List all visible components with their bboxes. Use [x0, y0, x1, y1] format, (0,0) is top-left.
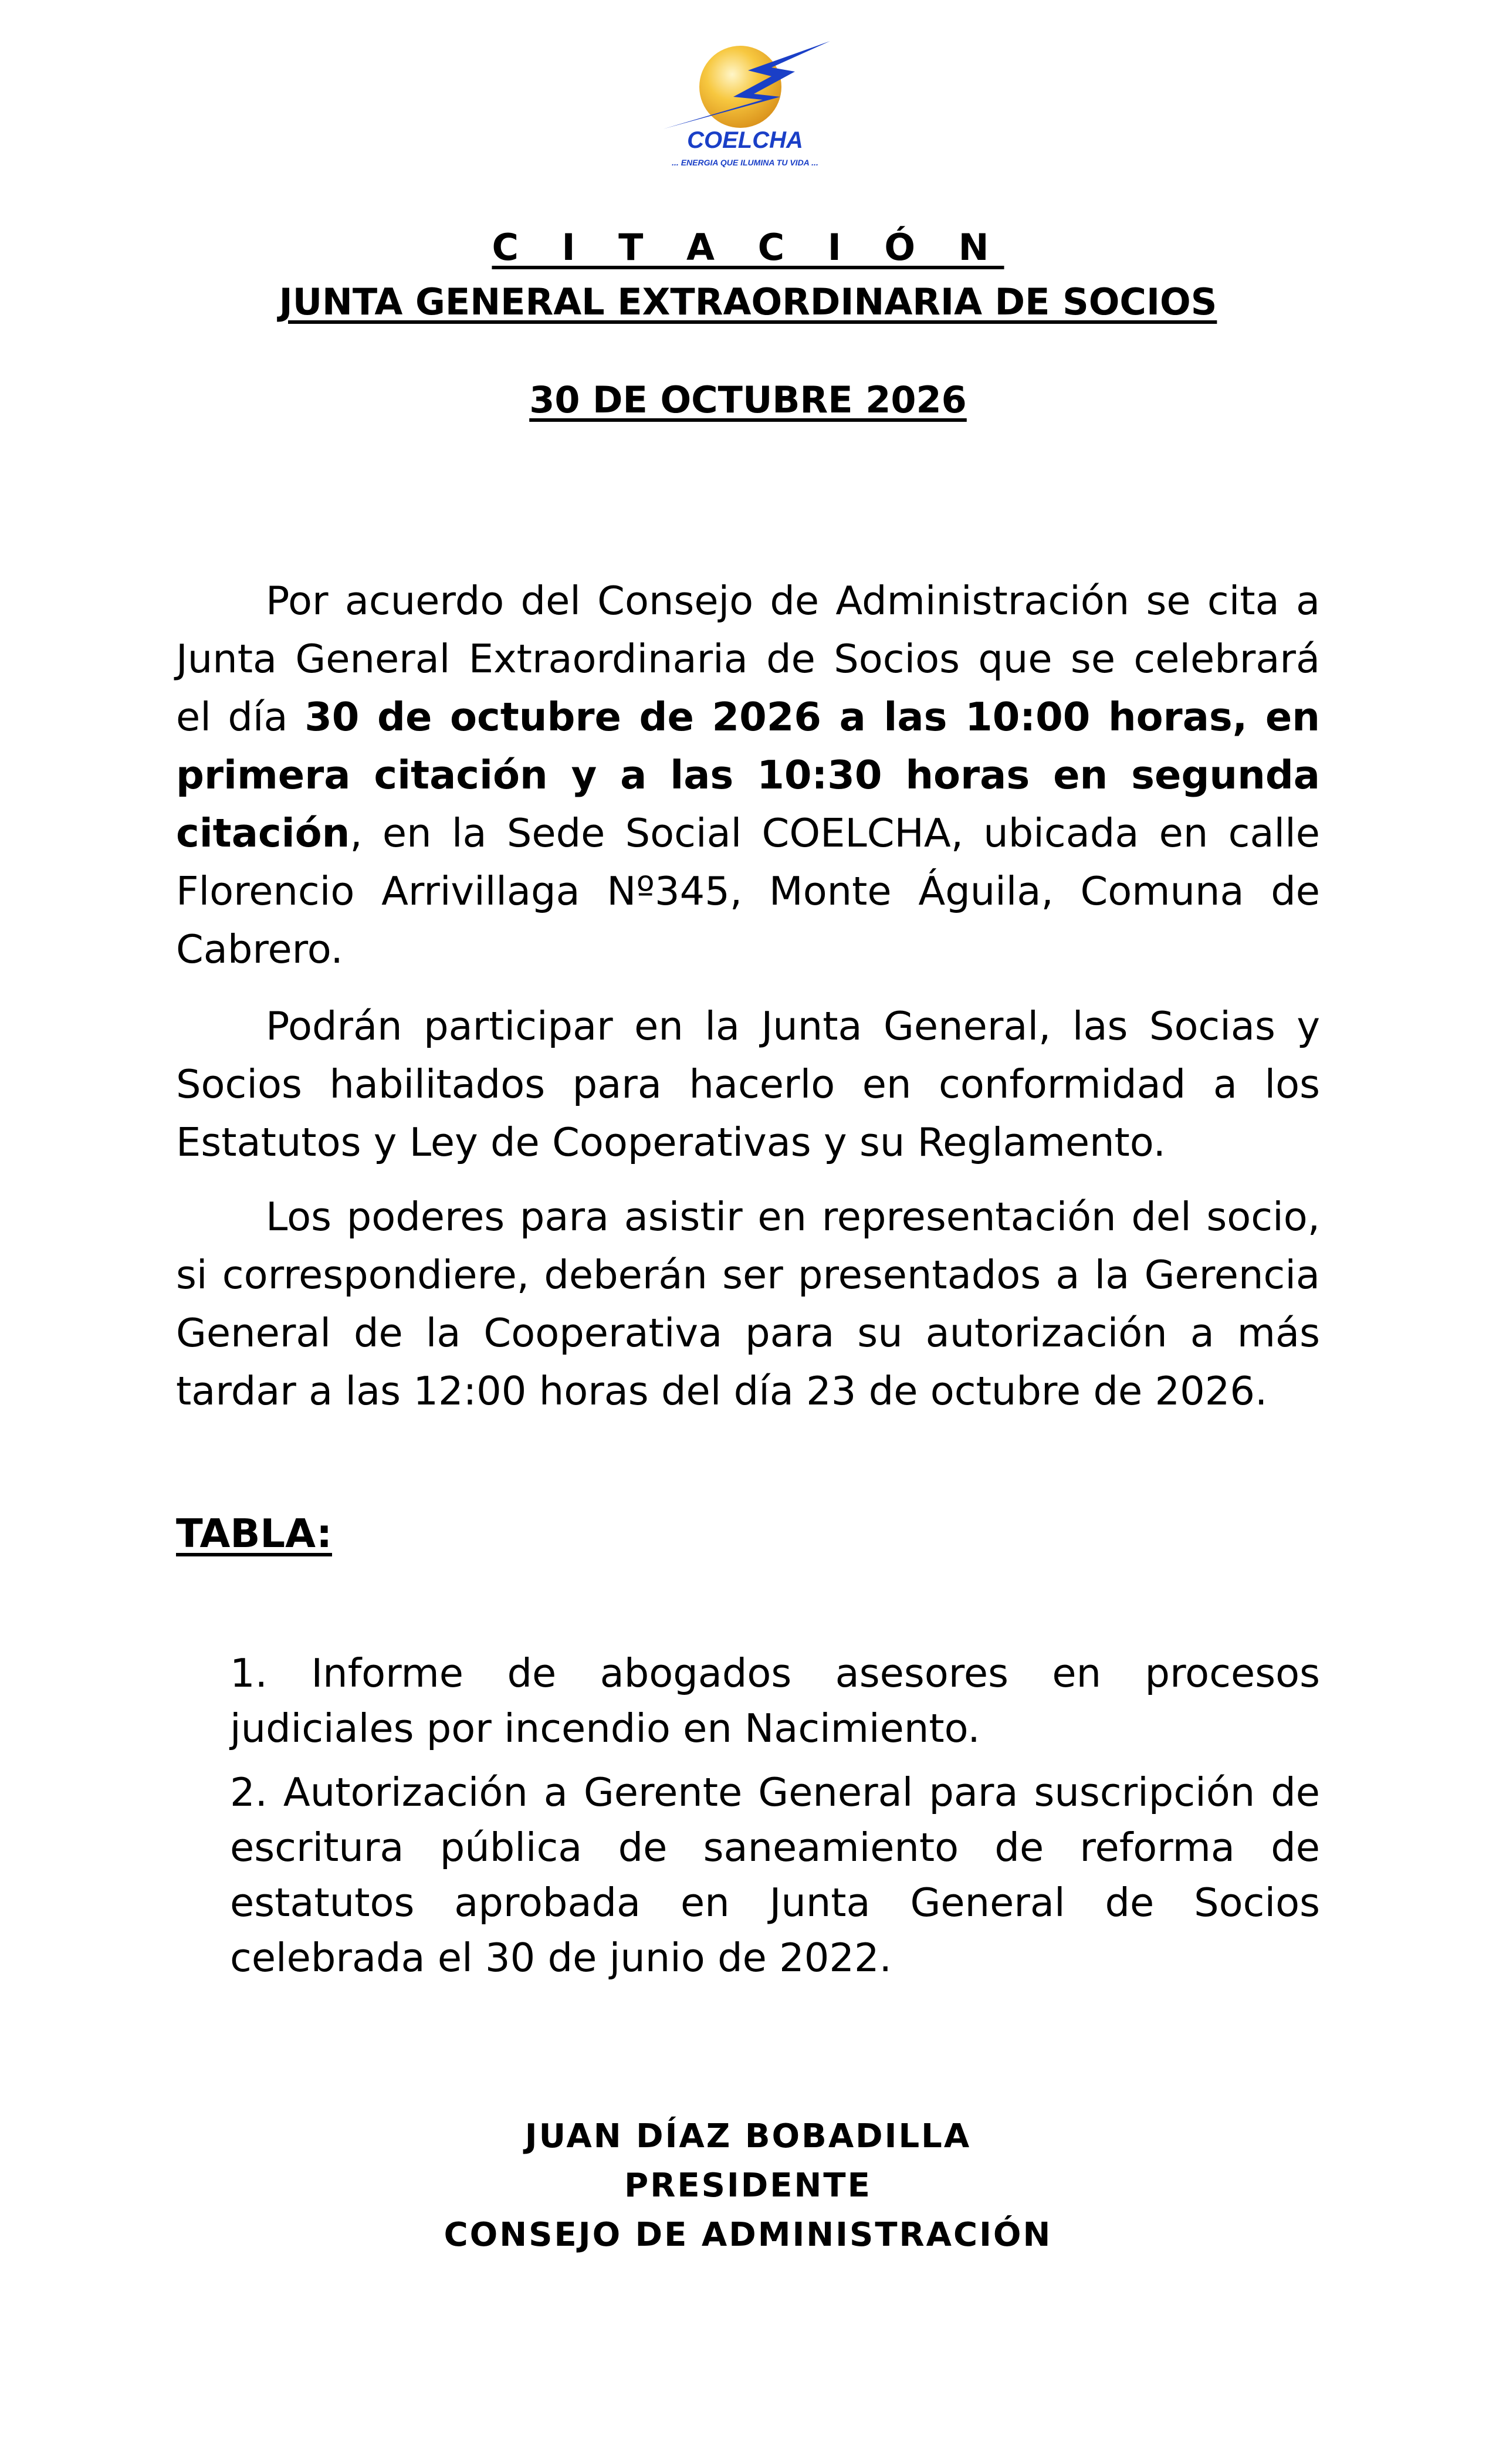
logo-brand-text: COELCHA — [687, 127, 803, 153]
document-subtitle: JUNTA GENERAL EXTRAORDINARIA DE SOCIOS — [279, 280, 1217, 323]
signer-body: CONSEJO DE ADMINISTRACIÓN — [444, 2216, 1052, 2254]
logo-tagline-text: ... ENERGIA QUE ILUMINA TU VIDA ... — [672, 158, 818, 167]
convocation-text-start: Por acuerdo del Consejo de Administración se cita a Junta General Extraordinaria de Socios que se celebrará el día — [176, 578, 1320, 740]
signer-role: PRESIDENTE — [624, 2167, 872, 2205]
agenda-item: 1. Informe de abogados asesores en procesos judiciales por incendio en Nacimiento. — [230, 1650, 1320, 1751]
document-title: C I T A C I Ó N — [492, 226, 1004, 269]
convocation-time-bold: 30 de octubre de 2026 a las 10:00 horas, en primera citación y a las 10:30 horas en segunda citación — [176, 694, 1320, 856]
agenda-item: 2. Autorización a Gerente General para suscripción de escritura pública de saneamiento de reforma de estatutos aprobada en Junta General de Socios celebrada el 30 de junio de 2022. — [230, 1769, 1320, 1981]
signature-block — [0, 2112, 1496, 2260]
meeting-date-heading: 30 DE OCTUBRE 2026 — [529, 378, 967, 421]
participation-paragraph: Podrán participar en la Junta General, las Socias y Socios habilitados para hacerlo en conformidad a los Estatutos y Ley de Cooperativas y su Reglamento. — [176, 1003, 1320, 1165]
convocation-text-end: , en la Sede Social COELCHA, ubicada en calle Florencio Arrivillaga Nº345, Monte Águila, Comuna de Cabrero. — [176, 810, 1320, 972]
convocation-paragraph — [176, 572, 1320, 979]
agenda-heading: TABLA: — [176, 1511, 333, 1556]
proxy-paragraph: Los poderes para asistir en representación del socio, si correspondiere, deberán ser presentados a la Gerencia General de la Cooperativa para su autorización a más tardar a las 12:00 horas del día 23 de octubre de 2026. — [176, 1194, 1320, 1414]
signer-name: JUAN DÍAZ BOBADILLA — [524, 2117, 972, 2155]
coelcha-logo — [645, 35, 845, 176]
